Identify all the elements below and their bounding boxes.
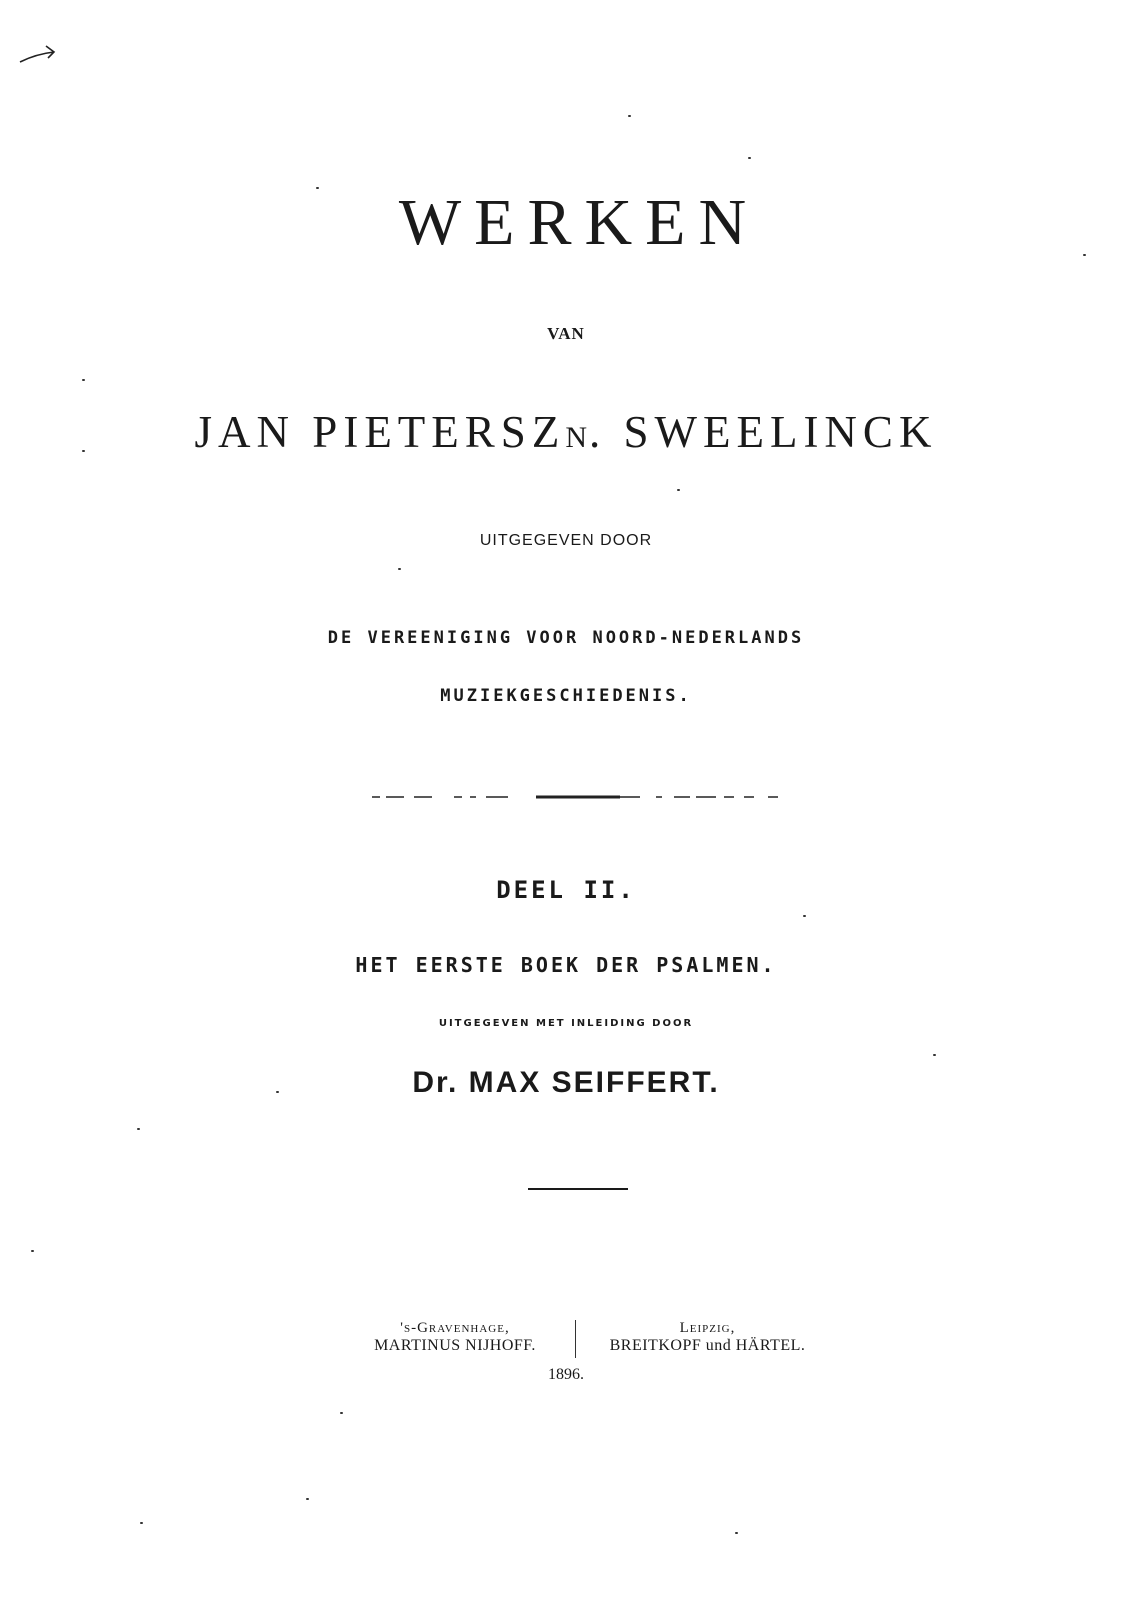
handwritten-mark (18, 40, 58, 70)
scan-speck (398, 568, 401, 570)
ornamental-divider (372, 795, 782, 799)
scan-speck (31, 1250, 34, 1252)
author-name-abbr: N (565, 421, 589, 454)
short-rule (528, 1188, 628, 1190)
scan-speck (137, 1128, 140, 1130)
scan-speck (628, 115, 631, 117)
page-title: WERKEN (398, 186, 760, 259)
scan-speck (82, 379, 85, 381)
scan-speck (316, 187, 319, 189)
scan-speck (677, 489, 680, 491)
publication-year: 1896. (548, 1366, 584, 1383)
imprint-left-city: 's-Gravenhage, (400, 1320, 510, 1336)
scan-speck (340, 1412, 343, 1414)
author-name-part2: . SWEELINCK (588, 407, 938, 457)
author-name-part1: JAN PIETERSZ (194, 407, 566, 457)
imprint-left (340, 1320, 570, 1355)
volume-number: DEEL II. (496, 876, 636, 904)
imprint (340, 1320, 830, 1370)
imprint-right-city: Leipzig, (679, 1320, 736, 1336)
scan-speck (306, 1498, 309, 1500)
imprint-right (585, 1320, 830, 1355)
scan-speck (933, 1054, 936, 1056)
published-by-label: UITGEGEVEN DOOR (479, 532, 653, 549)
scan-speck (1083, 254, 1086, 256)
scan-speck (276, 1091, 279, 1093)
imprint-left-publisher: MARTINUS NIJHOFF. (374, 1337, 536, 1354)
scan-speck (140, 1522, 143, 1524)
society-line-1: DE VEREENIGING VOOR NOORD-NEDERLANDS (327, 628, 805, 648)
volume-title: HET EERSTE BOEK DER PSALMEN. (355, 953, 777, 977)
van-label: VAN (547, 324, 585, 343)
editor-name: Dr. MAX SEIFFERT. (412, 1066, 720, 1099)
imprint-separator (575, 1320, 577, 1358)
society-line-2: MUZIEKGESCHIEDENIS. (440, 686, 692, 706)
scan-speck (735, 1532, 738, 1534)
scan-speck (803, 915, 806, 917)
scan-speck (748, 157, 751, 159)
imprint-right-publisher: BREITKOPF und HÄRTEL. (609, 1337, 806, 1354)
author-name (0, 407, 1132, 457)
intro-label: UITGEGEVEN MET INLEIDING DOOR (438, 1018, 694, 1029)
scan-speck (82, 450, 85, 452)
